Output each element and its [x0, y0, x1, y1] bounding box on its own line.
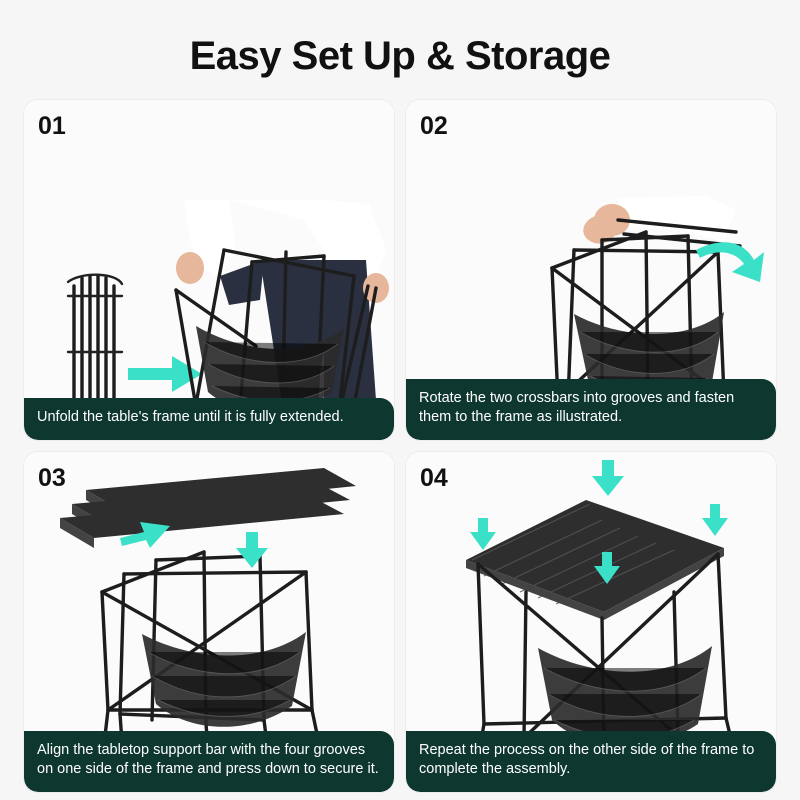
step-04-caption: Repeat the process on the other side of the frame to complete the assembly.	[406, 731, 776, 792]
step-01-image	[24, 100, 394, 440]
page-title: Easy Set Up & Storage	[189, 34, 611, 78]
step-card-03	[24, 452, 394, 792]
step-card-02	[406, 100, 776, 440]
step-card-01	[24, 100, 394, 440]
step-03-number: 03	[38, 464, 66, 492]
step-01-caption: Unfold the table's frame until it is fully extended.	[24, 398, 394, 440]
step-01-number: 01	[38, 112, 66, 140]
step-04-number: 04	[420, 464, 448, 492]
step-card-04	[406, 452, 776, 792]
step-02-number: 02	[420, 112, 448, 140]
step-02-caption: Rotate the two crossbars into grooves and fasten them to the frame as illustrated.	[406, 379, 776, 440]
step-03-caption: Align the tabletop support bar with the four grooves on one side of the frame and press down to secure it.	[24, 731, 394, 792]
steps-grid	[24, 100, 776, 784]
